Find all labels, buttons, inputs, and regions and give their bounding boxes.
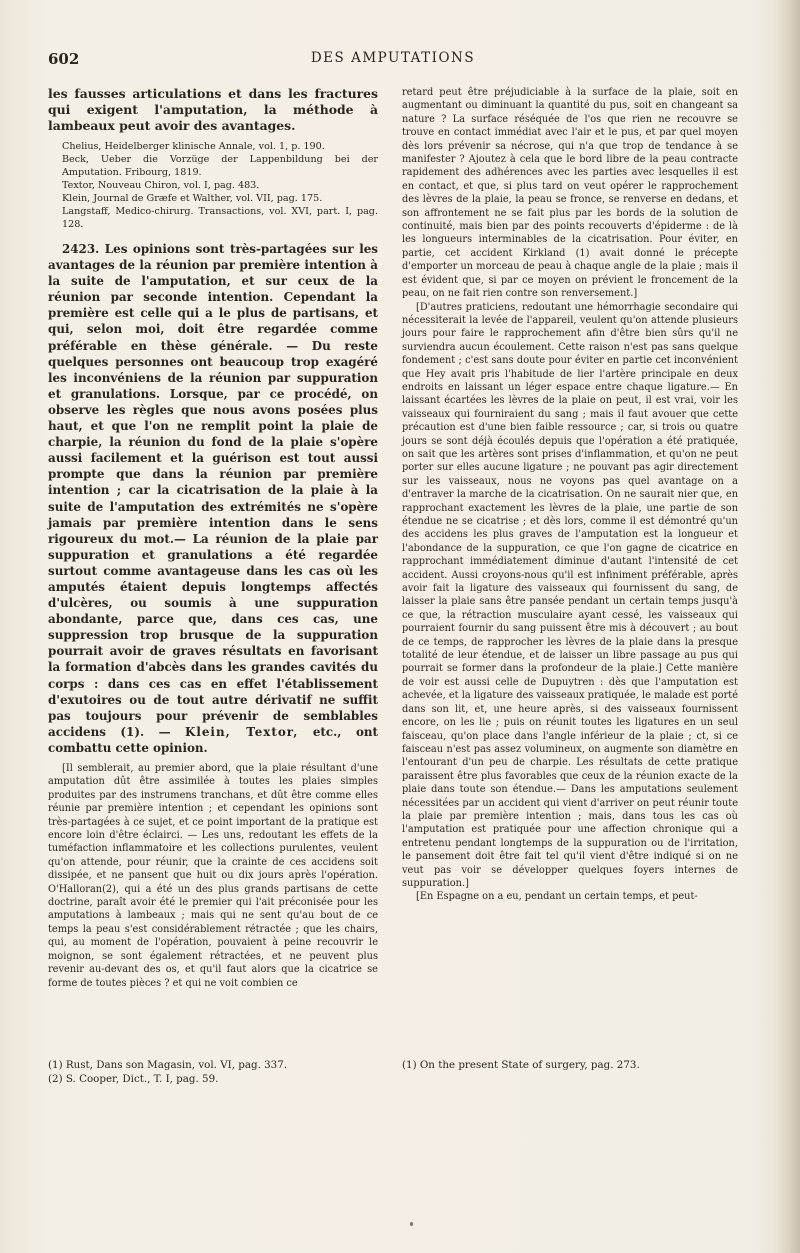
- running-head: DES AMPUTATIONS: [310, 50, 476, 66]
- right-column: [402, 86, 738, 904]
- footnote-rust: (1) Rust, Dans son Magasin, vol. VI, pag. 337.: [48, 1059, 288, 1071]
- page-header: [48, 50, 738, 72]
- lead-paragraph: les fausses articulations et dans les fractures qui exigent l'amputation, la méthode à lambeaux peut avoir des avantages.: [48, 86, 378, 133]
- paragraph-2423-authors: Klein, Textor,: [185, 724, 299, 739]
- paragraph-right-2: [D'autres praticiens, redoutant une hémorrhagie secondaire qui nécessiterait la levée de l'appareil, veulent qu'on attende plusieurs jours pour faire le rapprochement afin d'être bien sûrs qu'il ne surviendra aucun écoulement. Cette raison n'est pas sans quelque fondement ; c'est sans doute pour éviter en partie cet inconvénient que Hey avait pris l'habitude de lier l'artère principale en deux endroits en laissant un léger espace entre chaque ligature.— En laissant écartées les lèvres de la plaie on peut, il est vrai, voir les vaisseaux qui fourniraient du sang ; mais il faut avouer que cette précaution est d'une bien faible ressource ; car, si trois ou quatre jours se sont déjà écoulés depuis que l'opération a été pratiquée, on sait que les artères sont prises d'inflammation, et qu'on ne peut porter sur elles aucune ligature ; ne pouvant pas agir directement sur les vaisseaux, nous ne voyons pas quel avantage on a d'entraver la marche de la cicatrisation. On ne saurait nier que, en rapprochant exactement les lèvres de la plaie, une partie de son étendue ne se cicatrise ; et dès lors, comme il est démontré qu'un des accidens les plus graves de l'amputation est la longueur et l'abondance de la suppuration, ce que l'on gagne de cicatrice en rapprochant immédiatement diminue d'autant l'intensité de cet accident. Aussi croyons-nous qu'il est infiniment préférable, après avoir fait la ligature des vaisseaux qui fournissent du sang, de laisser la plaie sans être pansée pendant un certain temps jusqu'à ce que, la rétraction musculaire ayant cessé, les vaisseaux qui pourraient fournir du sang puissent être mis à découvert ; au bout de ce temps, de rapprocher les lèvres de la plaie dans la presque totalité de leur étendue, et de laisser un libre passage au pus qui pourrait se former dans la profondeur de la plaie.] Cette manière de voir est aussi celle de Dupuytren : dès que l'amputation est achevée, et la ligature des vaisseaux pratiquée, le malade est porté dans son lit, et, une heure après, si des vaisseaux fournissent encore, on les lie ; puis on réunit toutes les ligatures en un seul faisceau, qu'on place dans l'angle inférieur de la plaie ; ct, si ce faisceau n'est pas assez volumineux, on augmente son diamètre en l'entourant d'un peu de charpie. Les résultats de cette pratique paraissent être plus favorables que ceux de la réunion exacte de la plaie dans toute son étendue.— Dans les amputations seulement nécessitées par un accident qui vient d'arriver on peut réunir toute la plaie par première intention ; mais, dans tous les cas où l'amputation est pratiquée pour une affection chronique qui a entretenu pendant longtemps de la suppuration ou de l'irritation, le pansement doit être fait tel qu'il vient d'être indiqué si on ne veut pas voir se développer quelques foyers internes de suppuration.]: [402, 301, 738, 889]
- reference-textor: Textor, Nouveau Chiron, vol. I, pag. 483.: [62, 180, 260, 191]
- footnotes-right: [402, 1058, 738, 1072]
- paragraph-2423-end: etc., ont combattu cette opinion.: [48, 724, 379, 755]
- reference-chelius: Chelius, Heidelberger klinische Annale, vol. 1, p. 190.: [62, 141, 325, 152]
- footnote-present-state: (1) On the present State of surgery, pag. 273.: [402, 1059, 640, 1071]
- page-number: 602: [48, 50, 80, 68]
- footnote-cooper: (2) S. Cooper, Dict., T. I, pag. 59.: [48, 1073, 219, 1085]
- reference-klein: Klein, Journal de Græfe et Walther, vol. VII, pag. 175.: [62, 193, 323, 204]
- paragraph-right-1: retard peut être préjudiciable à la surface de la plaie, soit en augmentant ou diminuant la quantité du pus, soit en changeant sa nature ? La surface réséquée de l'os que rien ne recouvre se trouve en contact immédiat avec l'air et le pus, et par quel moyen dès lors prévenir sa nécrose, qui n'a que trop de tendance à se manifester ? Ajoutez à cela que le bord libre de la peau contracte rapidement des adhérences avec les parties avec lesquelles il est en contact, et que, si plus tard on veut opérer le rapprochement des lèvres de la plaie, la peau se fronce, se renverse en dedans, et son affrontement ne se fait plus par les bords de la solution de continuité, mais bien par des points recouverts d'épiderme : de là les longueurs interminables de la cicatrisation. Pour éviter, en partie, cet accident Kirkland (1) avait donné le précepte d'emporter un morceau de peau à chaque angle de la plaie ; mais il est évident que, si par ce moyen on prévient le froncement de la peau, on ne fait rien contre son renversement.]: [402, 87, 738, 300]
- page-spine-shadow: [774, 0, 800, 1253]
- bracket-paragraph-left: [Il semblerait, au premier abord, que la plaie résultant d'une amputation dût être assimilée à toutes les plaies simples produites par des instrumens tranchans, et dût être comme elles réunie par première intention ; et cependant les opinions sont très-partagées à ce sujet, et ce point important de la pratique est encore loin d'être éclairci. — Les uns, redoutant les effets de la tuméfaction inflammatoire et les collections purulentes, veulent qu'on attende, pour réunir, que la crainte de ces accidens soit dissipée, et ne pansent que huit ou dix jours après l'opération. O'Halloran(2), qui a été un des plus grands partisans de cette doctrine, paraît avoir été le premier qui l'ait préconisée pour les amputations à lambeaux ; mais qui ne sent qu'au bout de ce temps la peau s'est considérablement rétractée ; que les chairs, qui, au moment de l'opération, pouvaient à peine recouvrir le moignon, se sont également rétractées, et ne peuvent plus revenir au-devant des os, et qu'il faut alors que la cicatrice se forme de toutes pièces ? et qui ne voit combien ce: [48, 763, 378, 989]
- left-column: [48, 86, 378, 990]
- footnotes-left: [48, 1058, 378, 1086]
- paragraph-right-3: [En Espagne on a eu, pendant un certain temps, et peut-: [416, 891, 698, 903]
- reference-beck: Beck, Ueber die Vorzüge der Lappenbildung bei der Amputation. Fribourg, 1819.: [62, 154, 378, 178]
- page-speck: [410, 1222, 413, 1226]
- paragraph-2423-text: 2423. Les opinions sont très-partagées sur les avantages de la réunion par première intention à la suite de l'amputation, et sur ceux de la réunion par seconde intention. Cependant la première est celle qui a le plus de partisans, et qui, selon moi, doit être regardée comme préférable en thèse générale. — Du reste quelques personnes ont beaucoup trop exagéré les inconvéniens de la réunion par suppuration et granulations. Lorsque, par ce procédé, on observe les règles que nous avons posées plus haut, et que l'on ne remplit point la plaie de charpie, la réunion du fond de la plaie s'opère aussi facilement et la guérison est tout aussi prompte que dans la réunion par première intention ; car la cicatrisation de la plaie à la suite de l'amputation des extrémités ne s'opère jamais par première intention dans le sens rigoureux du mot.— La réunion de la plaie par suppuration et granulations a été regardée surtout comme avantageuse dans les cas où les amputés étaient depuis longtemps affectés d'ulcères, ou soumis à une suppuration abondante, parce que, dans ces cas, une suppression trop brusque de la suppuration pourrait avoir de graves résultats en favorisant la formation d'abcès dans les grandes cavités du corps : dans ces cas en effet l'établissement d'exutoires ou de tout autre dérivatif ne suffit pas toujours pour prévenir de semblables accidens (1). —: [48, 242, 378, 739]
- paragraph-2423: [48, 241, 378, 756]
- reference-langstaff: Langstaff, Medico-chirurg. Transactions, vol. XVI, part. I, pag. 128.: [62, 206, 378, 230]
